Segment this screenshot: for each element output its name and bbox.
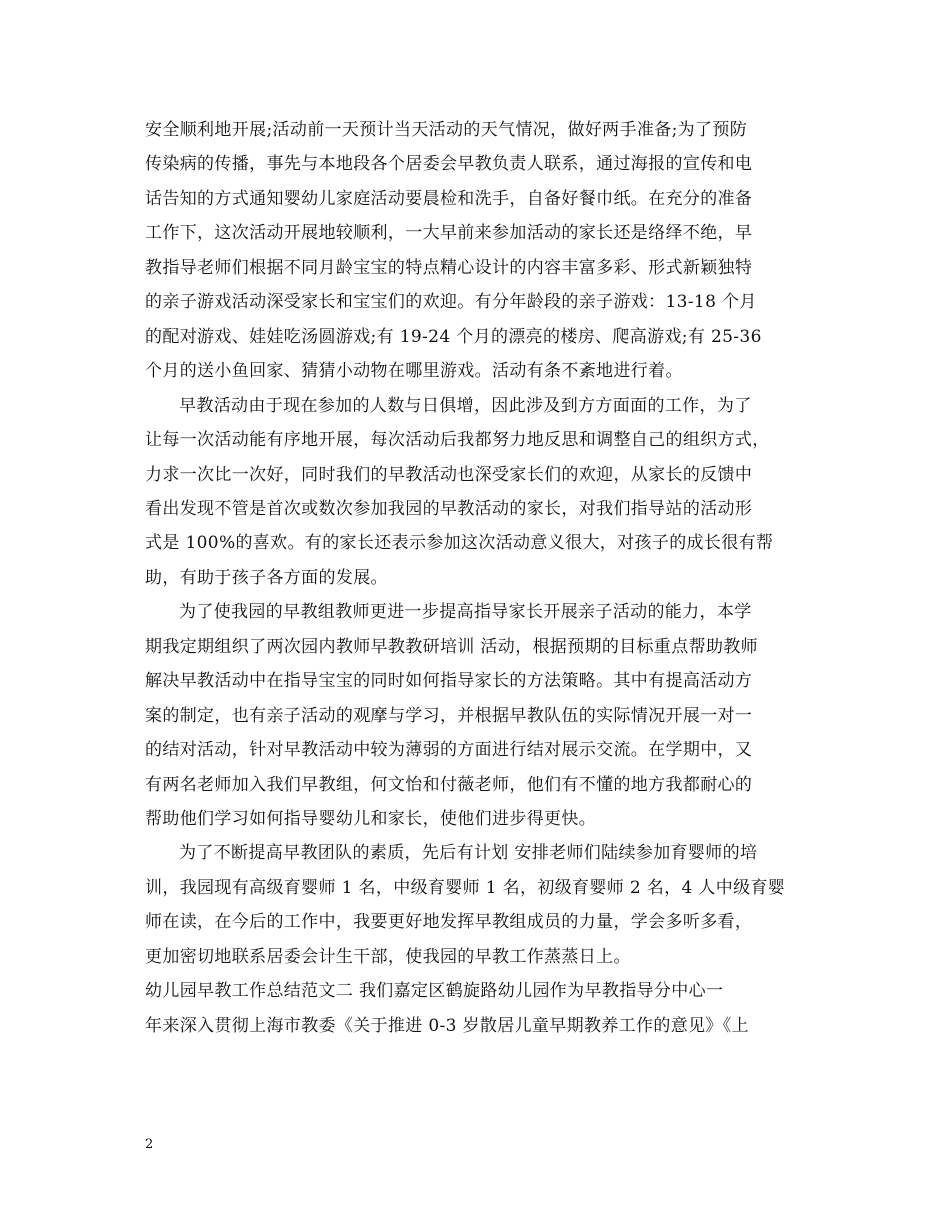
text-line: 为了不断提高早教团队的素质，先后有计划 安排老师们陆续参加育婴师的培 [179,843,758,863]
text-line: 训，我园现有高级育婴师 1 名，中级育婴师 1 名，初级育婴师 2 名，4 人中级育婴 [145,878,786,898]
text-line: 师在读，在今后的工作中，我要更好地发挥早教组成员的力量，学会多听多看， [145,912,753,932]
text-line: 工作下，这次活动开展地较顺利，一大早前来参加活动的家长还是络绎不绝，早 [145,223,753,243]
text-line: 助，有助于孩子各方面的发展。 [145,568,388,588]
text-line: 帮助他们学习如何指导婴幼儿和家长，使他们进步得更快。 [145,809,597,829]
text-line: 传染病的传播，事先与本地段各个居委会早教负责人联系，通过海报的宣传和电 [145,154,753,174]
text-line: 解决早教活动中在指导宝宝的同时如何指导家长的方法策略。其中有提高活动方 [145,671,753,691]
text-line: 式是 100%的喜欢。有的家长还表示参加这次活动意义很大，对孩子的成长很有帮 [145,533,774,553]
text-line: 力求一次比一次好，同时我们的早教活动也深受家长们的欢迎，从家长的反馈中 [145,465,753,485]
text-line: 幼儿园早教工作总结范文二 我们嘉定区鹤旋路幼儿园作为早教指导分中心一 [145,981,724,1001]
text-line: 期我定期组织了两次园内教师早教教研培训 活动，根据预期的目标重点帮助教师 [145,637,759,657]
text-line: 为了使我园的早教组教师更进一步提高指导家长开展亲子活动的能力，本学 [179,602,752,622]
text-line: 话告知的方式通知婴幼儿家庭活动要晨检和洗手，自备好餐巾纸。在充分的准备 [145,189,753,209]
text-line: 看出发现不管是首次或数次参加我园的早教活动的家长，对我们指导站的活动形 [145,499,753,519]
text-line: 教指导老师们根据不同月龄宝宝的特点精心设计的内容丰富多彩、形式新颖独特 [145,258,753,278]
text-line: 个月的送小鱼回家、猜猜小动物在哪里游戏。活动有条不紊地进行着。 [145,361,683,381]
text-line: 案的制定，也有亲子活动的观摩与学习，并根据早教队伍的实际情况开展一对一 [145,706,753,726]
page-number: 2 [145,1137,154,1152]
text-line: 早教活动由于现在参加的人数与日俱增，因此涉及到方方面面的工作，为了 [179,396,752,416]
text-line: 让每一次活动能有序地开展，每次活动后我都努力地反思和调整自己的组织方式， [145,430,770,450]
text-line: 年来深入贯彻上海市教委《关于推进 0-3 岁散居儿童早期教养工作的意见》《上 [145,1016,749,1036]
text-line: 的亲子游戏活动深受家长和宝宝们的欢迎。有分年龄段的亲子游戏：13-18 个月 [145,292,757,312]
text-line: 的结对活动，针对早教活动中较为薄弱的方面进行结对展示交流。在学期中，又 [145,740,753,760]
text-line: 有两名老师加入我们早教组，何文怡和付薇老师，他们有不懂的地方我都耐心的 [145,775,753,795]
text-line: 安全顺利地开展;活动前一天预计当天活动的天气情况，做好两手准备;为了预防 [145,120,748,140]
text-line: 的配对游戏、娃娃吃汤圆游戏;有 19-24 个月的漂亮的楼房、爬高游戏;有 25-36 [145,327,762,347]
text-line: 更加密切地联系居委会计生干部，使我园的早教工作蒸蒸日上。 [145,947,631,967]
